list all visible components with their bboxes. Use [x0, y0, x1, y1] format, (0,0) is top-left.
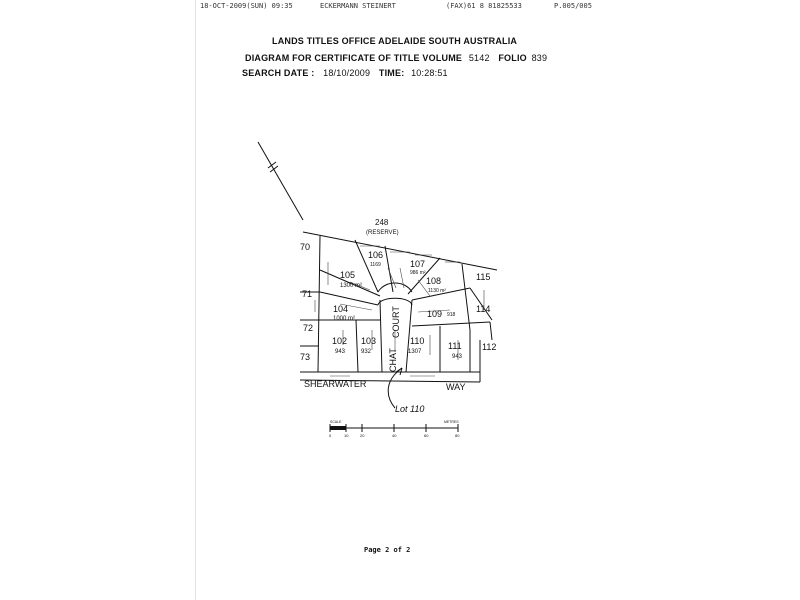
office-title: LANDS TITLES OFFICE ADELAIDE SOUTH AUSTRALIA — [272, 36, 518, 46]
fax-datetime: 18-OCT-2009(SUN) 09:35 — [200, 2, 293, 10]
lot-109: 109 — [427, 309, 443, 319]
north-boundary-line — [258, 142, 303, 220]
diagram-label: DIAGRAM FOR CERTIFICATE OF TITLE VOLUME — [245, 53, 463, 63]
folio-label: FOLIO — [498, 53, 527, 63]
street-shearwater: SHEARWATER — [304, 379, 367, 389]
lot-106: 106 — [368, 250, 384, 260]
area-108: 1130 m² — [428, 288, 446, 294]
lot-114: 114 — [476, 304, 491, 314]
time-label: TIME: — [378, 68, 405, 78]
street-chat: CHAT — [388, 348, 398, 372]
lot-102: 102 — [332, 336, 348, 346]
scale-label: SCALE — [330, 420, 342, 424]
lot-112: 112 — [482, 342, 497, 352]
street-court: COURT — [391, 306, 401, 338]
fax-number: (FAX)61 8 81825533 — [446, 2, 522, 10]
volume-number: 5142 — [468, 53, 490, 63]
street-way: WAY — [446, 382, 466, 392]
lot-103: 103 — [361, 336, 377, 346]
area-109: 918 — [447, 312, 456, 318]
scale-tick-10: 10 — [344, 433, 349, 438]
scale-tick-20: 20 — [360, 433, 365, 438]
area-107: 986 m² — [410, 270, 426, 276]
area-105: 1300 m² — [340, 283, 363, 289]
reserve-number: 248 — [375, 218, 389, 227]
lot-70: 70 — [300, 242, 311, 252]
lot-105: 105 — [340, 270, 356, 280]
folio-number: 839 — [531, 53, 548, 63]
fax-page: P.005/005 — [554, 2, 592, 10]
reserve-label: (RESERVE) — [366, 230, 399, 236]
lot-107: 107 — [410, 259, 426, 269]
search-date: 18/10/2009 — [323, 68, 371, 78]
area-110: 1307 — [408, 349, 422, 355]
lot-72: 72 — [303, 323, 314, 333]
area-102: 943 — [335, 349, 346, 355]
lot-71: 71 — [302, 289, 313, 299]
search-date-label: SEARCH DATE : — [242, 68, 315, 78]
area-111: 943 — [452, 354, 463, 360]
lot-115: 115 — [476, 272, 491, 282]
lot-73: 73 — [300, 352, 311, 362]
lot-110: 110 — [410, 336, 425, 346]
fax-sender: ECKERMANN STEINERT — [320, 2, 396, 10]
area-106: 1169 — [370, 262, 381, 268]
handwritten-lot-note: Lot 110 — [395, 404, 425, 414]
scale-tick-0: 0 — [329, 433, 332, 438]
search-time: 10:28:51 — [411, 68, 448, 78]
page-number: Page 2 of 2 — [364, 546, 411, 554]
scale-unit: METRES — [444, 420, 459, 424]
scale-tick-40: 40 — [392, 433, 397, 438]
area-104: 1000 m² — [333, 316, 356, 322]
scale-tick-80: 80 — [455, 433, 460, 438]
lot-108: 108 — [426, 276, 442, 286]
scale-bar — [330, 424, 458, 432]
scale-tick-60: 60 — [424, 433, 429, 438]
lot-111: 111 — [448, 341, 462, 351]
handwritten-arrow — [388, 368, 402, 408]
lot-104: 104 — [333, 304, 349, 314]
area-103: 932 — [361, 349, 372, 355]
